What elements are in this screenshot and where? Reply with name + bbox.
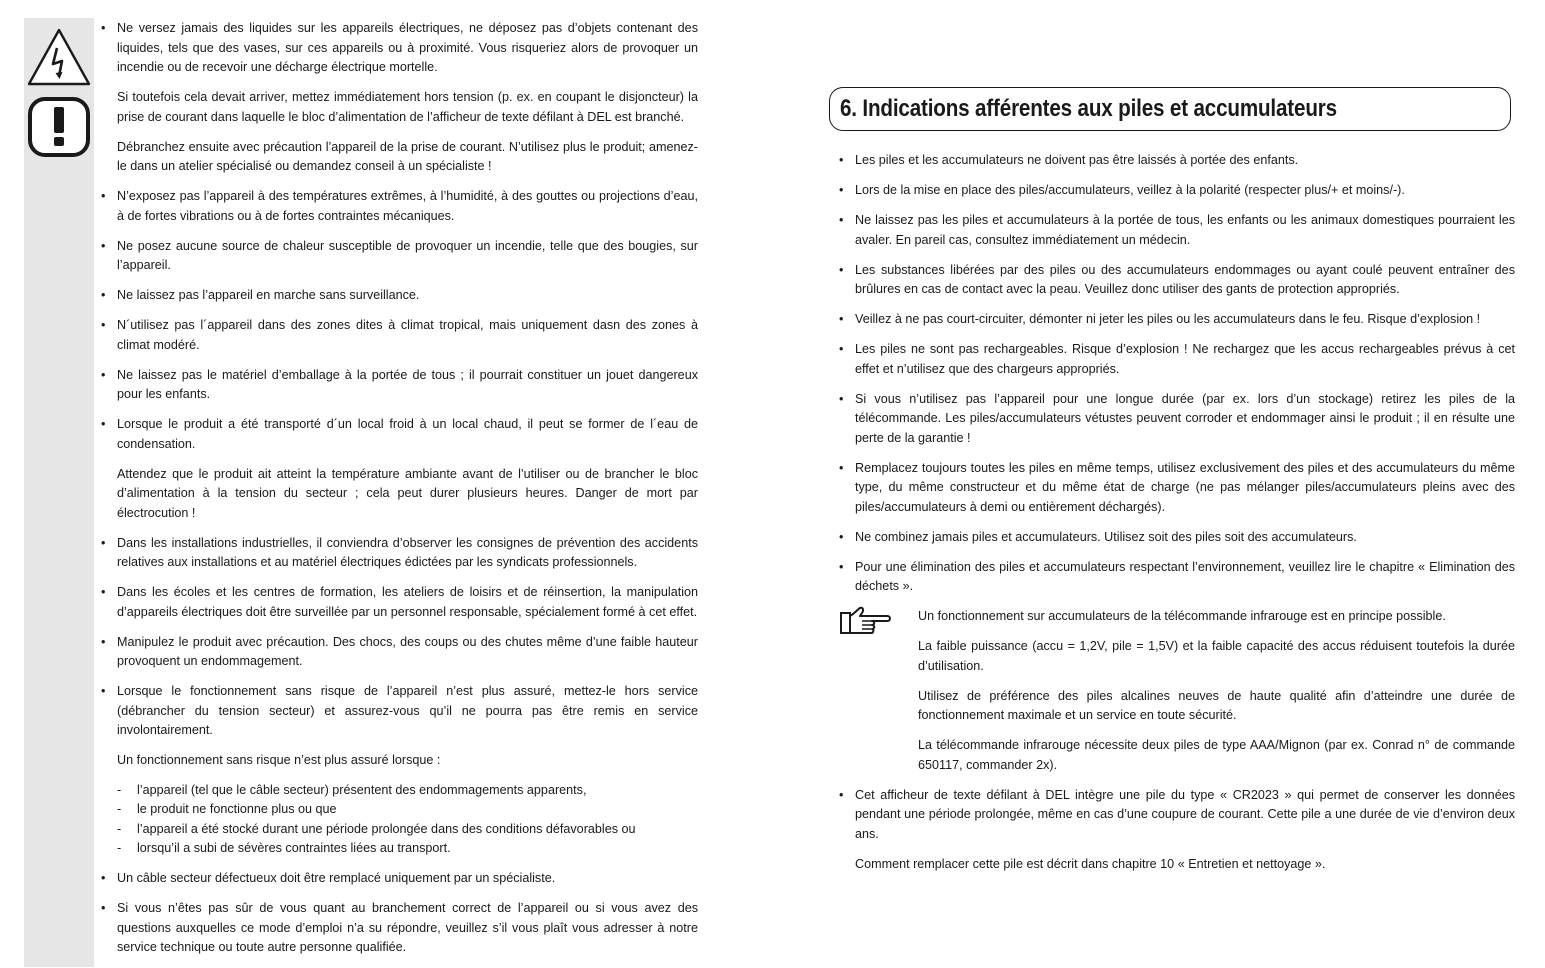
icon-sidebar: [24, 18, 94, 967]
paragraph: Si toutefois cela devait arriver, mettez immédiatement hors tension (p. ex. en coupant le disjoncteur) la prise de courant dans laquelle le bloc d’alimentation de l’afficheur de texte défilant à DEL est branché.: [117, 90, 698, 124]
dash-list-item: [117, 839, 698, 859]
bullet-mark: •: [101, 417, 106, 431]
bullet-mark: •: [101, 901, 106, 915]
list-item: [100, 237, 698, 276]
list-item: [838, 459, 1515, 518]
section-heading: 6. Indications afférentes aux piles et accumulateurs: [840, 95, 1337, 122]
note-block: [838, 607, 1515, 775]
bullet-mark: •: [839, 559, 844, 574]
paragraph: Ne posez aucune source de chaleur susceptible de provoquer un incendie, telle que des bougies, sur l’appareil.: [117, 238, 698, 272]
paragraph: Les substances libérées par des piles ou des accumulateurs endommages ou ayant coulé peuvent entraîner des brûlures en cas de contact avec la peau. Veuillez donc utiliser des gants de protection appropriés.: [855, 262, 1515, 296]
bullet-mark: •: [839, 460, 844, 475]
paragraph: Remplacez toujours toutes les piles en même temps, utilisez exclusivement des piles et des accumulateurs du même type, du même constructeur et du même état de charge (ne pas mélanger piles/accumulateurs pleins avec des piles/accumulateurs à demi ou entièrement déchargés).: [855, 460, 1515, 514]
dash-text: l’appareil a été stocké durant une période prolongée dans des conditions défavorables ou: [137, 821, 636, 836]
bullet-mark: •: [839, 342, 844, 356]
right-page: [772, 0, 1545, 967]
list-item: [100, 316, 698, 355]
dash-mark: -: [117, 802, 122, 816]
list-item: [100, 187, 698, 226]
paragraph: Manipulez le produit avec précaution. Des chocs, des coups ou des chutes même d’une faible hauteur provoquent un endommagement.: [117, 634, 698, 668]
paragraph: Lors de la mise en place des piles/accumulateurs, veillez à la polarité (respecter plus/+ et moins/-).: [855, 183, 1405, 197]
list-item: [838, 786, 1515, 875]
paragraph: Lorsque le produit a été transporté d´un local froid à un local chaud, il peut se former de l´eau de condensation.: [117, 417, 698, 451]
list-item: [100, 286, 698, 306]
paragraph: Un câble secteur défectueux doit être remplacé uniquement par un spécialiste.: [117, 871, 556, 885]
paragraph: Les piles ne sont pas rechargeables. Risque d’explosion ! Ne rechargez que les accus rechargeables prévus à cet effet et n’utilisez que des chargeurs appropriés.: [855, 342, 1515, 376]
paragraph: N´utilisez pas l´appareil dans des zones dites à climat tropical, mais uniquement dasn des zones à climat modéré.: [117, 318, 698, 352]
note-paragraph: Un fonctionnement sur accumulateurs de la télécommande infrarouge est en principe possible.: [918, 609, 1446, 623]
bullet-mark: •: [839, 213, 844, 227]
bullet-mark: •: [101, 684, 106, 698]
bullet-mark: •: [101, 238, 106, 253]
list-item: [838, 340, 1515, 379]
paragraph: Les piles et les accumulateurs ne doivent pas être laissés à portée des enfants.: [855, 153, 1299, 167]
list-item: [838, 310, 1515, 330]
bullet-mark: •: [101, 585, 106, 599]
dash-text: le produit ne fonctionne plus ou que: [137, 802, 337, 816]
paragraph: Dans les écoles et les centres de formation, les ateliers de loisirs et de réinsertion, la manipulation d’appareils électriques doit être surveillée par un personnel responsable, spécialement formé à cet effet.: [117, 585, 698, 619]
list-item: [100, 633, 698, 672]
dash-text: l’appareil (tel que le câble secteur) présentent des endommagements apparents,: [137, 782, 587, 797]
list-item: [838, 151, 1515, 171]
left-column: [100, 19, 698, 968]
list-item: [100, 534, 698, 573]
bullet-mark: •: [839, 787, 844, 802]
list-item: [838, 390, 1515, 449]
paragraph: Comment remplacer cette pile est décrit dans chapitre 10 « Entretien et nettoyage ».: [855, 856, 1326, 871]
paragraph: Ne combinez jamais piles et accumulateurs. Utilisez soit des piles soit des accumulateurs.: [855, 529, 1357, 544]
bullet-mark: •: [101, 318, 106, 332]
bullet-mark: •: [101, 367, 106, 382]
dash-list-item: [117, 800, 698, 820]
paragraph: Dans les installations industrielles, il conviendra d’observer les consignes de prévention des accidents relatives aux installations et au matériel électriques édictées par les syndicats professionnels.: [117, 535, 698, 569]
paragraph: Lorsque le fonctionnement sans risque de l’appareil n’est plus assuré, mettez-le hors service (débrancher du tension secteur) et assurez-vous qu’il ne pourra pas être remis en service involontairement.: [117, 684, 698, 737]
list-item: [838, 528, 1515, 548]
dash-list: [117, 781, 698, 859]
list-item: [838, 261, 1515, 300]
list-item: [100, 682, 698, 859]
bullet-mark: •: [839, 529, 844, 544]
left-page: [0, 0, 772, 967]
paragraph: Attendez que le produit ait atteint la température ambiante avant de l’utiliser ou de brancher le bloc d’alimentation à la tension du secteur ; cela peut durer plusieurs heures. Danger de mort par électrocution !: [117, 466, 698, 520]
list-item: [838, 211, 1515, 250]
bullet-mark: •: [839, 312, 844, 326]
paragraph: Ne laissez pas le matériel d’emballage à la portée de tous ; il pourrait constituer un jouet dangereux pour les enfants.: [117, 367, 698, 401]
list-item: [100, 899, 698, 958]
paragraph: Ne laissez pas l’appareil en marche sans surveillance.: [117, 288, 420, 302]
bullet-mark: •: [101, 634, 106, 649]
bullet-mark: •: [101, 189, 106, 203]
paragraph: Pour une élimination des piles et accumulateurs respectant l’environnement, veuillez lire le chapitre « Elimination des déchets ».: [855, 559, 1515, 593]
pointing-hand-icon: [838, 605, 894, 637]
bullet-mark: •: [101, 21, 106, 35]
bullet-mark: •: [839, 183, 844, 197]
bullet-mark: •: [101, 535, 106, 550]
dash-mark: -: [117, 821, 122, 836]
list-item: [100, 583, 698, 622]
paragraph: Ne laissez pas les piles et accumulateurs à la portée de tous, les enfants ou les animaux domestiques pourraient les avaler. En pareil cas, consultez immédiatement un médecin.: [855, 213, 1515, 247]
list-item: [100, 415, 698, 523]
bullet-mark: •: [839, 262, 844, 277]
list-item: [838, 558, 1515, 597]
section-heading-box: [829, 87, 1511, 131]
paragraph: Cet afficheur de texte défilant à DEL intègre une pile du type « CR2023 » qui permet de conserver les données pendant une période prolongée, même en cas d’une coupure de courant. Cette pile a une durée de vie d’environ deux ans.: [855, 787, 1515, 841]
dash-text: lorsqu’il a subi de sévères contraintes liées au transport.: [137, 841, 451, 855]
dash-mark: -: [117, 782, 122, 797]
right-column: [838, 151, 1515, 885]
list-item: [100, 869, 698, 889]
paragraph: Un fonctionnement sans risque n’est plus assuré lorsque :: [117, 753, 441, 767]
paragraph: Ne versez jamais des liquides sur les appareils électriques, ne déposez pas d’objets contenant des liquides, tels que des vases, sur ces appareils ou à proximité. Vous risqueriez alors de provoquer un incendie ou de recevoir une décharge électrique mortelle.: [117, 21, 698, 74]
list-item: [100, 19, 698, 177]
paragraph: Veillez à ne pas court-circuiter, démonter ni jeter les piles ou les accumulateurs dans le feu. Risque d’explosion !: [855, 312, 1481, 326]
bullet-mark: •: [101, 288, 106, 302]
exclamation-icon: [26, 94, 92, 160]
bullet-mark: •: [839, 391, 844, 406]
note-paragraph: La télécommande infrarouge nécessite deux piles de type AAA/Mignon (par ex. Conrad n° de commande 650117, commander 2x).: [918, 738, 1515, 772]
paragraph: Si vous n’utilisez pas l’appareil pour une longue durée (par ex. lors d’un stockage) retirez les piles de la télécommande. Les piles/accumulateurs vétustes peuvent corroder et endommager ainsi le produit ; il en résulte une perte de la garantie !: [855, 391, 1515, 445]
note-paragraph: La faible puissance (accu = 1,2V, pile = 1,5V) et la faible capacité des accus réduisent toutefois la durée d’utilisation.: [918, 639, 1515, 673]
paragraph: Si vous n’êtes pas sûr de vous quant au branchement correct de l’appareil ou si vous avez des questions auxquelles ce mode d’emploi n’a su répondre, veuillez s’il vous plaît vous adresser à notre service technique ou toute autre personne qualifiée.: [117, 901, 698, 954]
note-paragraph: Utilisez de préférence des piles alcalines neuves de haute qualité afin d’atteindre une durée de fonctionnement maximale et un service en toute sécurité.: [918, 688, 1515, 722]
dash-list-item: [117, 781, 698, 801]
bullet-mark: •: [839, 153, 844, 167]
paragraph: N’exposez pas l’appareil à des températures extrêmes, à l’humidité, à des gouttes ou projections d’eau, à de fortes vibrations ou à de fortes contraintes mécaniques.: [117, 189, 698, 223]
electrical-hazard-icon: [26, 26, 92, 88]
paragraph: Débranchez ensuite avec précaution l’appareil de la prise de courant. N’utilisez plus le produit; amenez-le dans un atelier spécialisé ou demandez conseil à un spécialiste !: [117, 139, 698, 173]
list-item: [838, 181, 1515, 201]
bullet-mark: •: [101, 871, 106, 885]
list-item: [100, 366, 698, 405]
dash-mark: -: [117, 841, 122, 855]
dash-list-item: [117, 820, 698, 840]
